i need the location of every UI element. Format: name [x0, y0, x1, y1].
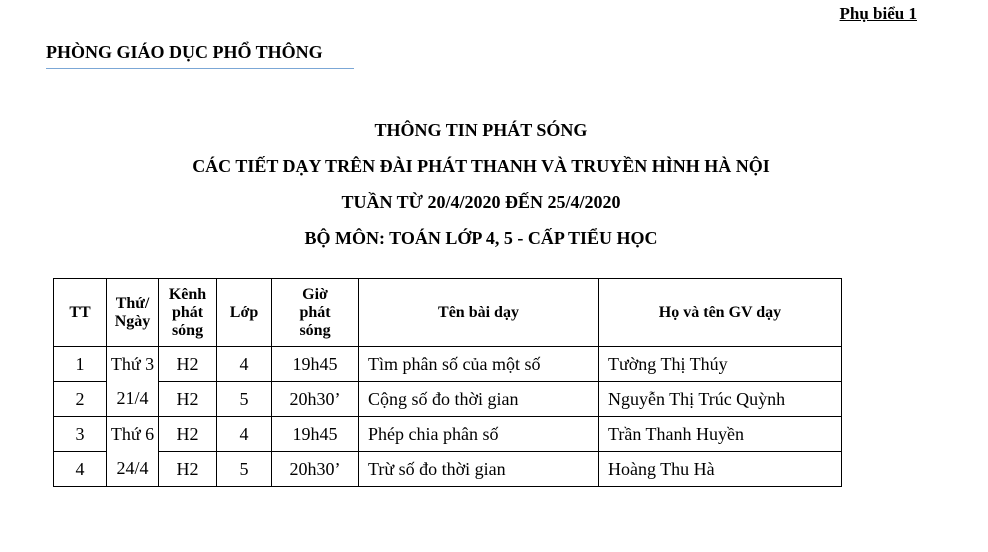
- cell-channel: H2: [159, 382, 217, 417]
- title-line-2: CÁC TIẾT DẠY TRÊN ĐÀI PHÁT THANH VÀ TRUYỀN HÌNH HÀ NỘI: [192, 156, 770, 176]
- cell-tt: 2: [54, 382, 107, 417]
- cell-channel: H2: [159, 347, 217, 382]
- cell-lesson: Trừ số đo thời gian: [359, 452, 599, 487]
- cell-grade: 5: [217, 382, 272, 417]
- cell-teacher: Trần Thanh Huyền: [599, 417, 842, 452]
- cell-lesson: Cộng số đo thời gian: [359, 382, 599, 417]
- cell-day: 21/4: [107, 382, 159, 417]
- title-line-3: TUẦN TỪ 20/4/2020 ĐẾN 25/4/2020: [341, 192, 621, 212]
- department-heading: PHÒNG GIÁO DỤC PHỔ THÔNG: [46, 42, 323, 62]
- header-day: Thứ/ Ngày: [107, 279, 159, 347]
- header-grade: Lớp: [217, 279, 272, 347]
- header-lesson: Tên bài dạy: [359, 279, 599, 347]
- cell-grade: 4: [217, 417, 272, 452]
- broadcast-schedule-table: [53, 278, 842, 487]
- table-row: [54, 347, 842, 382]
- cell-tt: 4: [54, 452, 107, 487]
- cell-teacher: Tường Thị Thúy: [599, 347, 842, 382]
- cell-time: 20h30’: [272, 382, 359, 417]
- cell-day: 24/4: [107, 452, 159, 487]
- cell-time: 20h30’: [272, 452, 359, 487]
- document-titles: [0, 118, 962, 262]
- cell-teacher: Nguyễn Thị Trúc Quỳnh: [599, 382, 842, 417]
- title-line-4: BỘ MÔN: TOÁN LỚP 4, 5 - CẤP TIỂU HỌC: [304, 228, 658, 248]
- table-row: [54, 452, 842, 487]
- table-row: [54, 417, 842, 452]
- cell-grade: 4: [217, 347, 272, 382]
- department-underline: [46, 68, 354, 69]
- table-row: [54, 382, 842, 417]
- cell-channel: H2: [159, 452, 217, 487]
- title-line-1: THÔNG TIN PHÁT SÓNG: [374, 120, 588, 140]
- cell-day: Thứ 6: [107, 417, 159, 452]
- header-teacher: Họ và tên GV dạy: [599, 279, 842, 347]
- appendix-label: Phụ biểu 1: [839, 4, 917, 23]
- table-header-row: [54, 279, 842, 347]
- header-channel: Kênh phát sóng: [159, 279, 217, 347]
- header-tt: TT: [54, 279, 107, 347]
- cell-tt: 1: [54, 347, 107, 382]
- cell-day: Thứ 3: [107, 347, 159, 382]
- cell-lesson: Phép chia phân số: [359, 417, 599, 452]
- cell-teacher: Hoàng Thu Hà: [599, 452, 842, 487]
- cell-tt: 3: [54, 417, 107, 452]
- header-time: Giờ phát sóng: [272, 279, 359, 347]
- cell-grade: 5: [217, 452, 272, 487]
- cell-lesson: Tìm phân số của một số: [359, 347, 599, 382]
- cell-channel: H2: [159, 417, 217, 452]
- cell-time: 19h45: [272, 347, 359, 382]
- cell-time: 19h45: [272, 417, 359, 452]
